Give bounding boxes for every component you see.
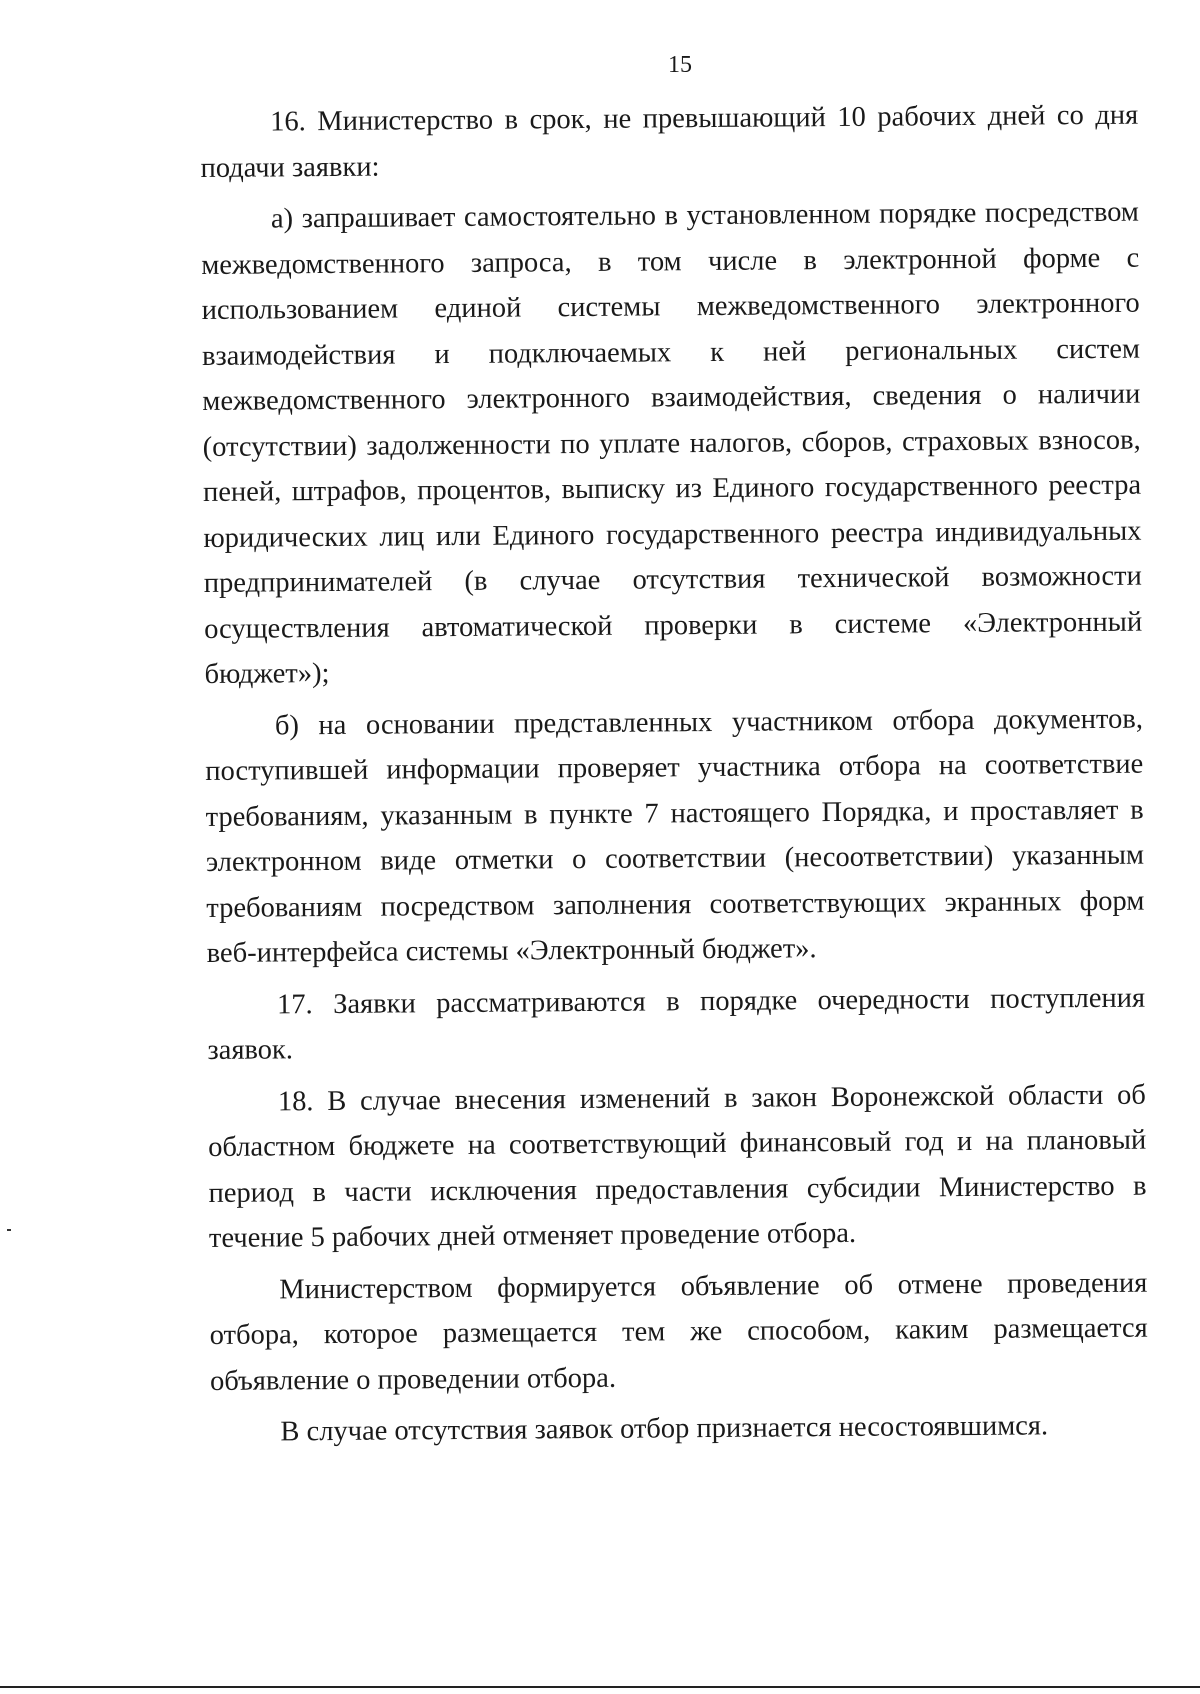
paragraph-no-applications: В случае отсутствия заявок отбор признается несостоявшимся.	[280, 1410, 1049, 1448]
paragraph-16-b: б) на основании представленных участником отбора документов, поступившей информации проверяет участника отбора на соответствие требованиям, указанным в пункте 7 настоящего Порядка, и проставляет в электронном виде отметки о соответствии (несоответствии) указанным требованиям посредством заполнения соответствующих экранных форм веб-интерфейса системы «Электронный бюджет».	[205, 703, 1145, 969]
scan-artifact-mark	[7, 1229, 11, 1231]
page-number: 15	[668, 52, 692, 78]
document-body	[200, 93, 1149, 1456]
paragraph-18: 18. В случае внесения изменений в закон Воронежской области об областном бюджете на соответствующий финансовый год и на плановый период в части исключения предоставления субсидии Министерство в течение 5 рабочих дней отменяет проведение отбора.	[208, 1079, 1147, 1254]
paragraph-17: 17. Заявки рассматриваются в порядке очередности поступления заявок.	[207, 982, 1146, 1066]
paragraph-16: 16. Министерство в срок, не превышающий 10 рабочих дней со дня подачи заявки:	[200, 99, 1139, 184]
paragraph-cancellation-notice: Министерством формируется объявление об отмене проведения отбора, которое размещается тем же способом, каким размещается объявление о проведении отбора.	[209, 1267, 1148, 1397]
paragraph-16-a: а) запрашивает самостоятельно в установленном порядке посредством межведомственного запроса, в том числе в электронной форме с использованием единой системы межведомственного электронного взаимодействия и подключаемых к ней региональных систем межведомственного электронного взаимодействия, сведения о наличии (отсутствии) задолженности по уплате налогов, сборов, страховых взносов, пеней, штрафов, процентов, выписку из Единого государственного реестра юридических лиц или Единого государственного реестра индивидуальных предпринимателей (в случае отсутствия технической возможности осуществления автоматической проверки в системе «Электронный бюджет»);	[201, 196, 1143, 690]
bottom-border-line	[0, 1686, 1200, 1688]
